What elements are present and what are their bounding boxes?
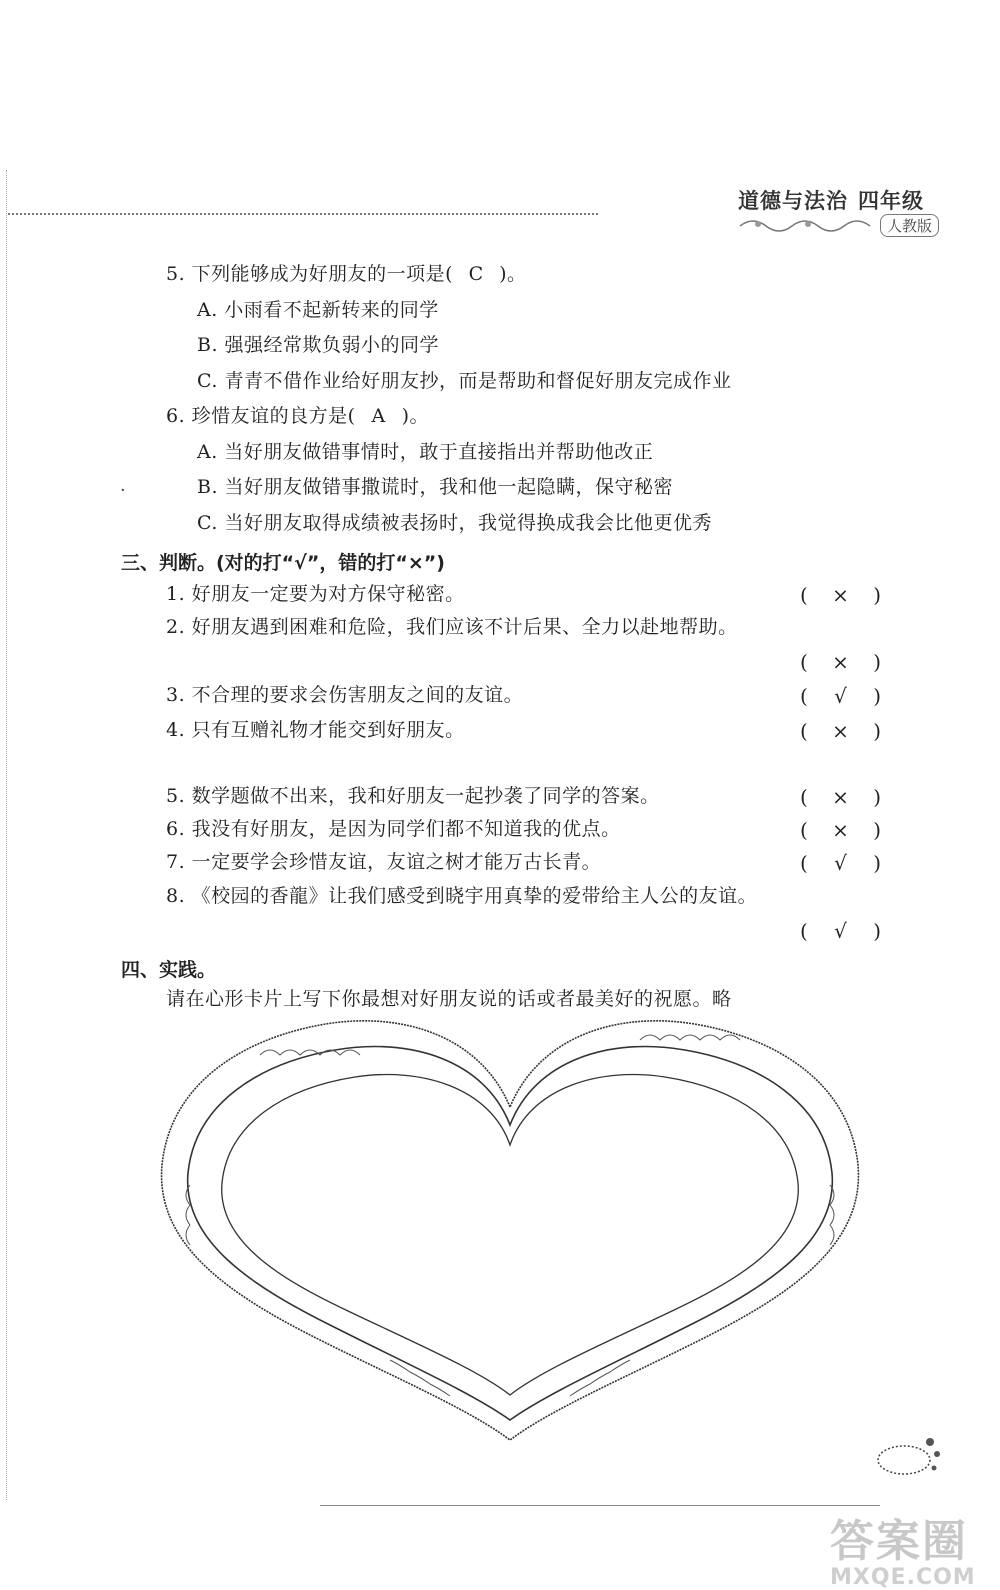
judge-item-8: 8. 《校园的香龍》让我们感受到晓宇用真挚的爱带给主人公的友谊。 [166,885,758,907]
heart-card-icon [150,995,870,1445]
left-margin-dotted-line [6,170,7,1500]
q5-end: )。 [499,263,527,285]
header-subject: 道德与法治 [738,189,848,213]
header-dotted-rule [8,213,598,215]
judge-item-1: 1. 好朋友一定要为对方保守秘密。 [166,583,465,605]
watermark-url: MXQE.COM [830,1565,976,1590]
judge-answer-7: ( √ ) [800,851,882,875]
page-corner-decoration-icon [872,1430,942,1480]
judge-answer-5: ( × ) [800,785,882,809]
q6-stem-line [166,407,429,426]
q5-option-a: A. 小雨看不起新转来的同学 [197,299,439,321]
judge-answer-4: ( × ) [800,719,882,743]
q5-stem: 5. 下列能够成为好朋友的一项是( [166,263,454,285]
q6-answer: A [371,405,386,427]
judge-item-7: 7. 一定要学会珍惜友谊，友谊之树才能万古长青。 [166,851,602,873]
judge-item-5: 5. 数学题做不出来，我和好朋友一起抄袭了同学的答案。 [166,785,660,807]
footer-rule [320,1505,880,1506]
judge-answer-6: ( × ) [800,818,882,842]
judge-answer-1: ( × ) [800,583,882,607]
section4-title: 四、实践。 [121,959,217,981]
header-edition: 人教版 [880,214,939,237]
q5-answer: C [468,263,484,285]
judge-item-6: 6. 我没有好朋友，是因为同学们都不知道我的优点。 [166,818,621,840]
judge-item-3: 3. 不合理的要求会伤害朋友之间的友谊。 [166,684,524,706]
q6-end: )。 [401,405,430,427]
judge-answer-2: ( × ) [800,650,882,674]
watermark-logo: 答案圈 [830,1516,968,1567]
q6-option-c: C. 当好朋友取得成绩被表扬时，我觉得换成我会比他更优秀 [197,512,712,534]
section4-instruction: 请在心形卡片上写下你最想对好朋友说的话或者最美好的祝愿。略 [166,988,732,1010]
section3-title: 三、判断。(对的打“√”，错的打“×”) [121,552,445,574]
judge-item-4: 4. 只有互赠礼物才能交到好朋友。 [166,719,465,741]
judge-answer-8: ( √ ) [800,919,882,943]
q5-stem-line [166,265,527,284]
header-decoration-icon [738,214,878,234]
header-title [738,185,924,215]
q6-stem: 6. 珍惜友谊的良方是( [166,405,356,427]
judge-item-2: 2. 好朋友遇到困难和危险，我们应该不计后果、全力以赴地帮助。 [166,616,738,638]
q5-option-c: C. 青青不借作业给好朋友抄，而是帮助和督促好朋友完成作业 [197,370,732,392]
stray-mark: · [120,480,126,501]
q5-option-b: B. 强强经常欺负弱小的同学 [197,334,440,356]
q6-option-b: B. 当好朋友做错事撒谎时，我和他一起隐瞒，保守秘密 [197,476,674,498]
judge-answer-3: ( √ ) [800,684,882,708]
watermark [830,1505,976,1590]
q6-option-a: A. 当好朋友做错事情时，敢于直接指出并帮助他改正 [197,441,654,463]
header-grade: 四年级 [858,189,924,213]
